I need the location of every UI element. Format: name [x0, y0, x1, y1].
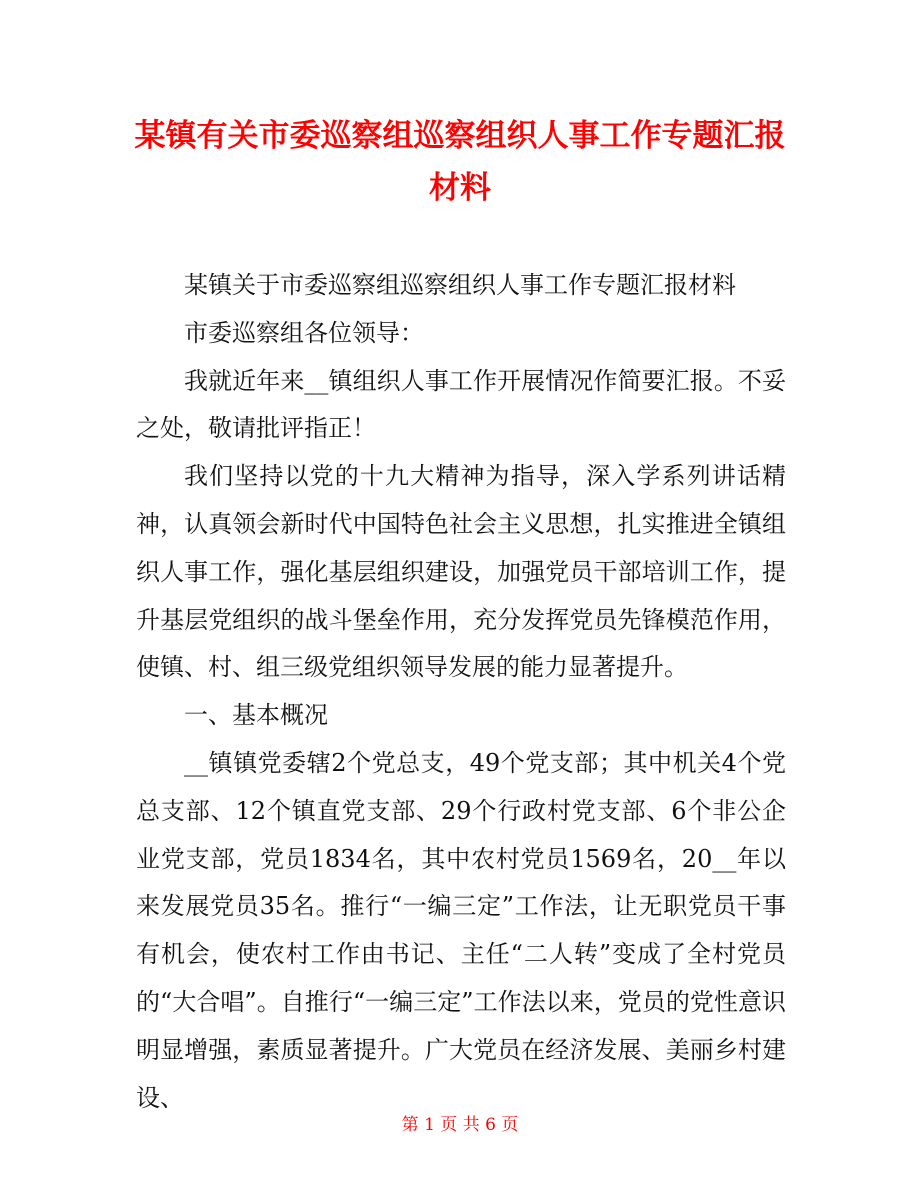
paragraph-basic-situation: __镇镇党委辖2个党总支，49个党支部；其中机关4个党总支部、12个镇直党支部、29个行政村党支部、6个非公企业党支部，党员1834名，其中农村党员1569名，20__年以来发展党员35名。推行“一编三定”工作法，让无职党员干事有机会，使农村工作由书记、主任“二人转”变成了全村党员的“大合唱”。自推行“一编三定”工作法以来，党员的党性意识明显增强，素质显著提升。广大党员在经济发展、美丽乡村建设、 [136, 748, 786, 1112]
document-body [136, 262, 786, 1122]
paragraph-overview: 我们坚持以党的十九大精神为指导，深入学系列讲话精神，认真领会新时代中国特色社会主义思想，扎实推进全镇组织人事工作，强化基层组织建设，加强党员干部培训工作，提升基层党组织的战斗堡垒作用，充分发挥党员先锋模范作用，使镇、村、组三级党组织领导发展的能力显著提升。 [136, 462, 786, 682]
paragraph-intro: 我就近年来__镇组织人事工作开展情况作简要汇报。不妥之处，敬请批评指正！ [136, 366, 786, 443]
page-number-footer: 第 1 页 共 6 页 [401, 1115, 519, 1135]
paragraph-salutation: 市委巡察组各位领导： [184, 318, 424, 347]
document-title: 某镇有关市委巡察组巡察组织人事工作专题汇报材料 [134, 118, 786, 206]
section-heading-basic-situation: 一、基本概况 [184, 701, 328, 730]
paragraph-subtitle: 某镇关于市委巡察组巡察组织人事工作专题汇报材料 [184, 271, 736, 299]
